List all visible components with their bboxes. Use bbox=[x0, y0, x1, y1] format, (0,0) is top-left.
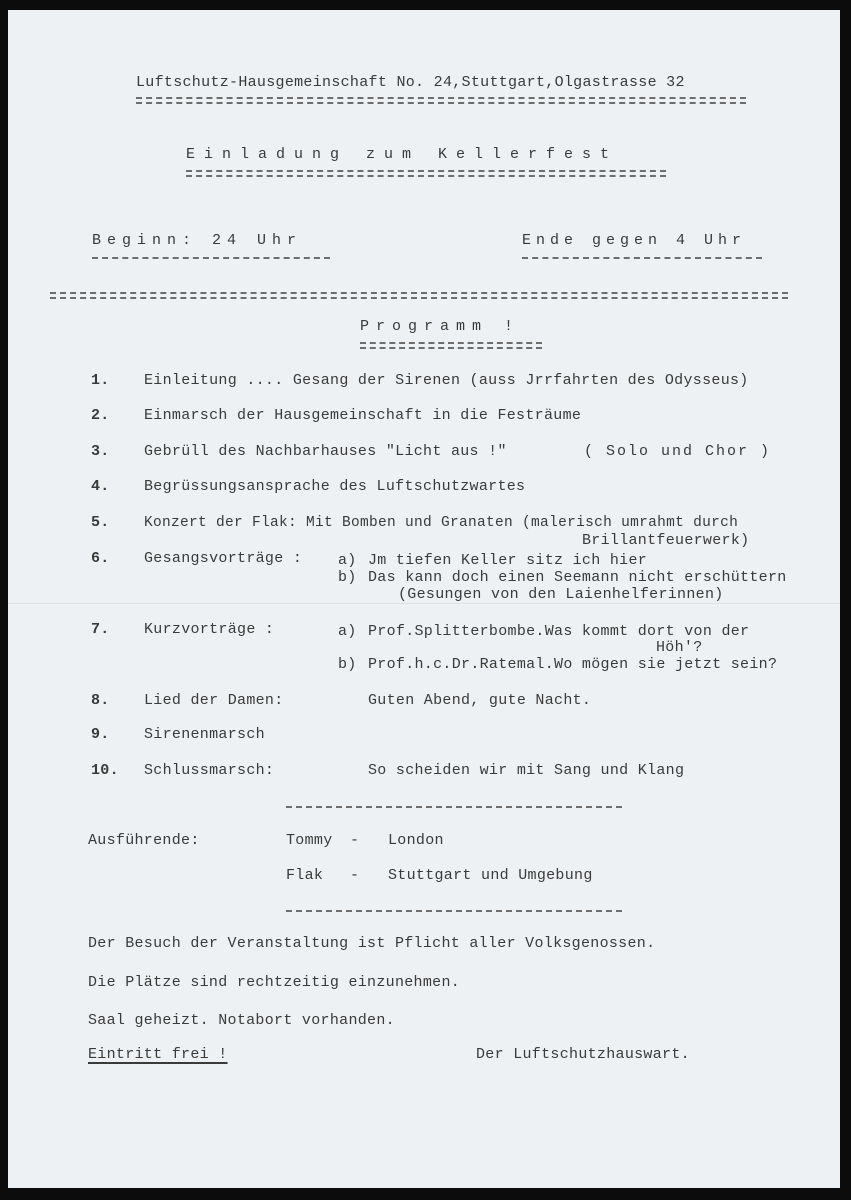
footer-line: Der Besuch der Veranstaltung ist Pflicht aller Volksgenossen. bbox=[88, 935, 656, 952]
footer-line: Die Plätze sind rechtzeitig einzunehmen. bbox=[88, 974, 461, 991]
signature: Der Luftschutzhauswart. bbox=[476, 1046, 690, 1063]
sub-letter: b) bbox=[338, 569, 357, 586]
performers-label: Ausführende: bbox=[88, 832, 200, 849]
invitation-title: Einladung zum Kellerfest bbox=[186, 146, 619, 163]
end-underline bbox=[522, 257, 762, 259]
program-heading-underline bbox=[360, 342, 542, 349]
sub-continuation: Höh'? bbox=[656, 639, 703, 656]
sub-text: Prof.h.c.Dr.Ratemal.Wo mögen sie jetzt sein? bbox=[368, 656, 778, 673]
sub-note: (Gesungen von den Laienhelferinnen) bbox=[398, 586, 724, 603]
sub-text: Jm tiefen Keller sitz ich hier bbox=[368, 552, 648, 569]
sub-text: Prof.Splitterbombe.Was kommt dort von der bbox=[368, 623, 750, 640]
footer-line: Saal geheizt. Notabort vorhanden. bbox=[88, 1012, 395, 1029]
item-number: 5. bbox=[91, 514, 110, 531]
sub-letter: a) bbox=[338, 552, 357, 569]
item-number: 10. bbox=[91, 762, 119, 779]
item-label: Gesangsvorträge : bbox=[144, 550, 303, 567]
item-label: Sirenenmarsch bbox=[144, 726, 265, 743]
begin-underline bbox=[92, 257, 330, 259]
item-extra: ( Solo und Chor ) bbox=[584, 443, 772, 460]
sub-text: Das kann doch einen Seemann nicht erschüttern bbox=[368, 569, 787, 586]
item-text: Begrüssungsansprache des Luftschutzwartes bbox=[144, 478, 526, 495]
item-number: 2. bbox=[91, 407, 110, 424]
organization-underline bbox=[136, 97, 746, 104]
item-label: Lied der Damen: bbox=[144, 692, 284, 709]
typewritten-invitation bbox=[8, 10, 840, 1188]
divider-dash bbox=[286, 806, 622, 808]
item-number: 8. bbox=[91, 692, 110, 709]
performer-name: Tommy bbox=[286, 832, 333, 849]
item-label: Schlussmarsch: bbox=[144, 762, 275, 779]
item-value: So scheiden wir mit Sang und Klang bbox=[368, 762, 685, 779]
item-label: Kurzvorträge : bbox=[144, 621, 275, 638]
item-text: Einleitung .... Gesang der Sirenen (auss Jrrfahrten des Odysseus) bbox=[144, 372, 749, 389]
title-underline bbox=[186, 170, 666, 177]
performer-place: Stuttgart und Umgebung bbox=[388, 867, 593, 884]
item-value: Guten Abend, gute Nacht. bbox=[368, 692, 592, 709]
item-number: 6. bbox=[91, 550, 110, 567]
section-divider bbox=[50, 292, 788, 299]
item-continuation: Brillantfeuerwerk) bbox=[582, 532, 750, 549]
organization-line: Luftschutz-Hausgemeinschaft No. 24,Stuttgart,Olgastrasse 32 bbox=[136, 74, 685, 91]
item-number: 1. bbox=[91, 372, 110, 389]
item-text: Einmarsch der Hausgemeinschaft in die Festräume bbox=[144, 407, 582, 424]
performer-name: Flak bbox=[286, 867, 324, 884]
entry-free: Eintritt frei ! bbox=[88, 1046, 228, 1063]
performer-place: London bbox=[388, 832, 444, 849]
item-number: 3. bbox=[91, 443, 110, 460]
end-time: Ende gegen 4 Uhr bbox=[522, 232, 747, 249]
begin-time: Beginn: 24 Uhr bbox=[92, 232, 303, 249]
program-heading: Programm ! bbox=[360, 318, 521, 335]
item-number: 7. bbox=[91, 621, 110, 638]
item-number: 4. bbox=[91, 478, 110, 495]
sub-letter: b) bbox=[338, 656, 357, 673]
item-number: 9. bbox=[91, 726, 110, 743]
item-text: Konzert der Flak: Mit Bomben und Granaten (malerisch umrahmt durch bbox=[144, 515, 739, 531]
item-text: Gebrüll des Nachbarhauses "Licht aus !" bbox=[144, 443, 507, 460]
sub-letter: a) bbox=[338, 623, 357, 640]
performer-dash: - bbox=[350, 867, 360, 884]
divider-dash bbox=[286, 910, 622, 912]
performer-dash: - bbox=[350, 832, 360, 849]
